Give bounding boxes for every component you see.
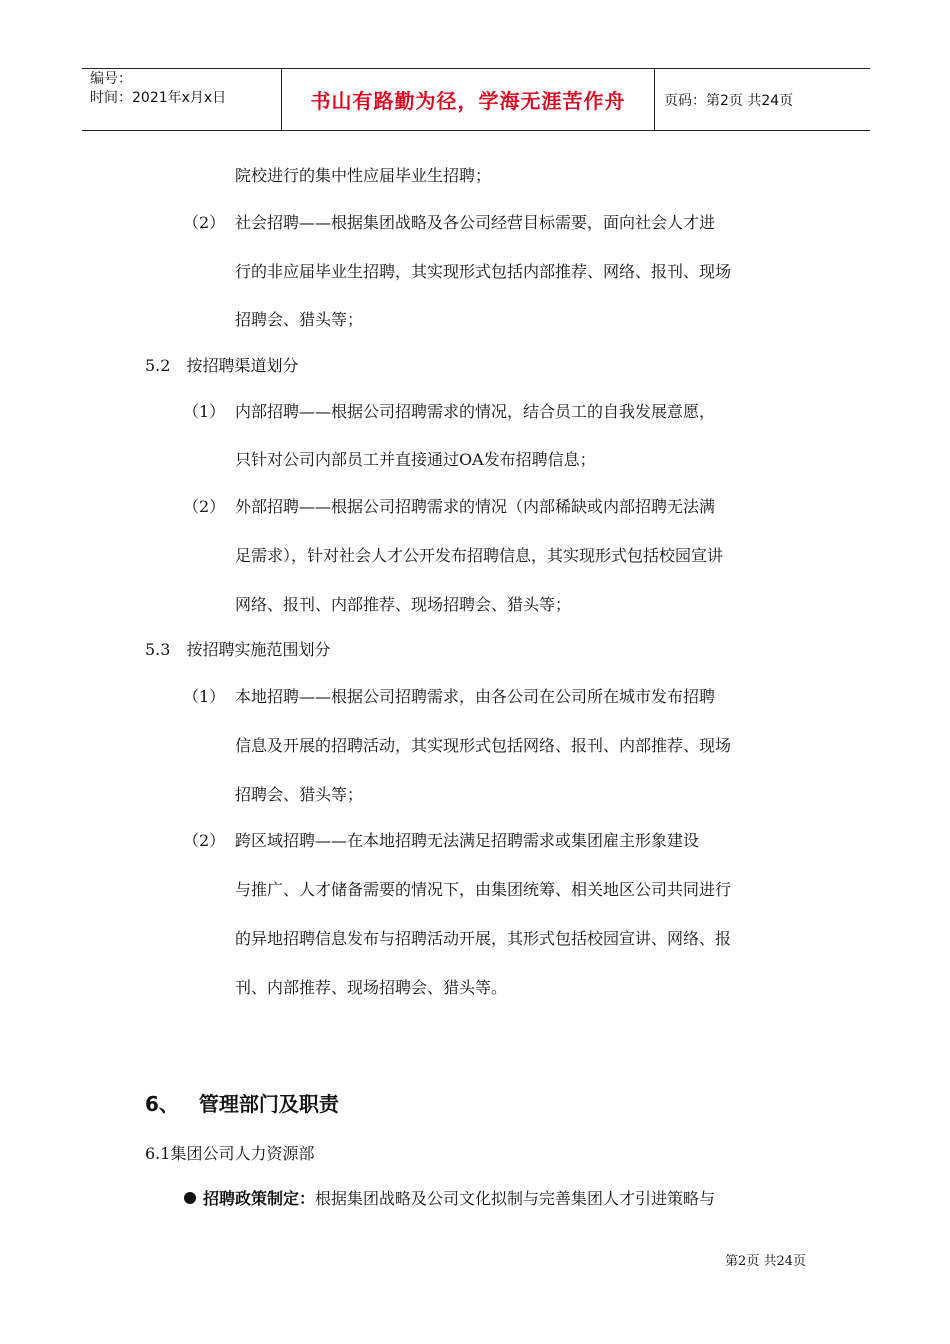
- section-title: 管理部门及职责: [198, 1092, 339, 1116]
- date-label: 时间：2021年x月x日: [90, 90, 227, 106]
- item-number: （2）: [183, 831, 226, 850]
- text-line: 与推广、人才储备需要的情况下，由集团统筹、相关地区公司共同进行: [235, 880, 732, 899]
- header-page-info: 页码：第2页 共24页: [664, 92, 794, 109]
- bullet-item: [203, 1186, 715, 1209]
- section-heading-6-1: 6.1集团公司人力资源部: [145, 1144, 315, 1163]
- bullet-icon: [184, 1192, 196, 1204]
- item-number: （2）: [183, 497, 226, 516]
- text-line: 网络、报刊、内部推荐、现场招聘会、猎头等；: [235, 595, 572, 614]
- header-motto: 书山有路勤为径，学海无涯苦作舟: [310, 89, 626, 113]
- bullet-text: 根据集团战略及公司文化拟制与完善集团人才引进策略与: [315, 1189, 716, 1208]
- text-line: 足需求），针对社会人才公开发布招聘信息，其实现形式包括校园宣讲: [235, 546, 724, 565]
- text-line: 社会招聘——根据集团战略及各公司经营目标需要，面向社会人才进: [235, 213, 716, 232]
- section-heading-5-2: 5.2 按招聘渠道划分: [145, 356, 299, 375]
- page-header: [82, 68, 870, 131]
- item-number: （1）: [183, 402, 226, 421]
- text-line: 信息及开展的招聘活动，其实现形式包括网络、报刊、内部推荐、现场: [235, 736, 732, 755]
- code-label: 编号：: [90, 71, 132, 87]
- text-line: 行的非应届毕业生招聘，其实现形式包括内部推荐、网络、报刊、现场: [235, 262, 732, 281]
- text-line: 内部招聘——根据公司招聘需求的情况，结合员工的自我发展意愿，: [235, 402, 716, 421]
- text-line: 的异地招聘信息发布与招聘活动开展，其形式包括校园宣讲、网络、报: [235, 929, 732, 948]
- bullet-bold-label: 招聘政策制定：: [203, 1189, 316, 1208]
- header-divider: [654, 69, 655, 130]
- text-line: 招聘会、猎头等；: [235, 785, 364, 804]
- text-line: 本地招聘——根据公司招聘需求，由各公司在公司所在城市发布招聘: [235, 687, 716, 706]
- text-line: 院校进行的集中性应届毕业生招聘；: [235, 166, 492, 185]
- section-number: 6、: [145, 1092, 179, 1116]
- section-heading-6: [145, 1088, 339, 1117]
- item-number: （1）: [183, 687, 226, 706]
- text-line: 跨区域招聘——在本地招聘无法满足招聘需求或集团雇主形象建设: [235, 831, 700, 850]
- header-left: [90, 70, 226, 108]
- section-heading-5-3: 5.3 按招聘实施范围划分: [145, 640, 331, 659]
- item-number: （2）: [183, 213, 226, 232]
- text-line: 外部招聘——根据公司招聘需求的情况（内部稀缺或内部招聘无法满: [235, 497, 716, 516]
- text-line: 刊、内部推荐、现场招聘会、猎头等。: [235, 978, 508, 997]
- text-line: 招聘会、猎头等；: [235, 310, 364, 329]
- page-footer: 第2页 共24页: [725, 1254, 806, 1269]
- text-line: 只针对公司内部员工并直接通过OA发布招聘信息；: [235, 450, 596, 469]
